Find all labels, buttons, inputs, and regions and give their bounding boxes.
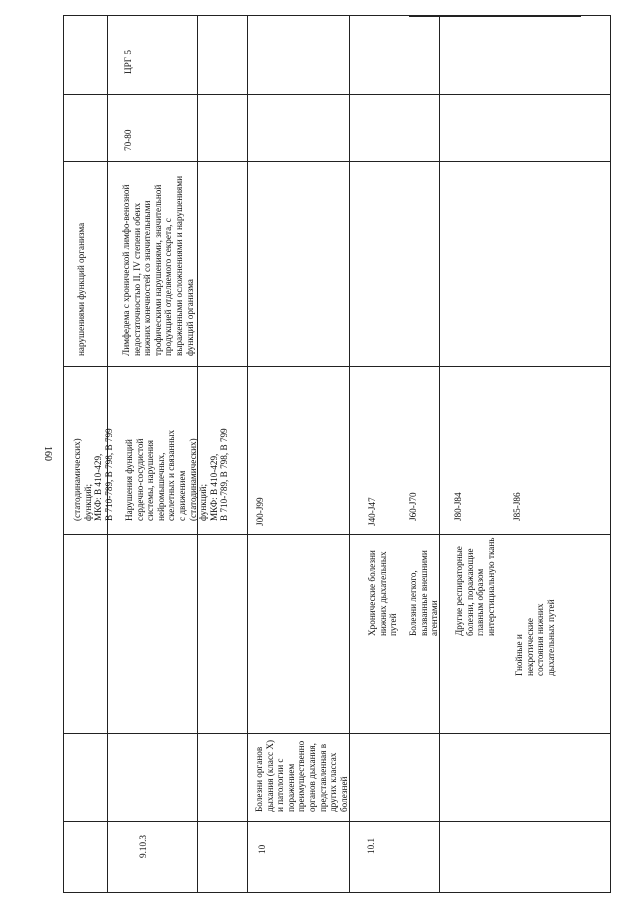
description-continuation: нарушениями функций организма <box>76 222 86 356</box>
row-code-10: 10 <box>257 844 267 854</box>
criteria-continuation: (статодинамических) функций; МКФ: В 410-429, В 710-789, В 798, В 799 <box>72 428 114 521</box>
row-code-10-1: 10.1 <box>366 837 376 854</box>
disease-class-name: Болезни органов дыхания (класс X) и патологии с поражением преимущественно органов дыхания, представленная в других классах болезней <box>254 739 349 812</box>
subgroup-icd: J85-J86 <box>512 492 522 521</box>
subgroup-icd: J80-J84 <box>453 492 463 521</box>
percent-cell: 70-80 <box>123 129 133 151</box>
row-divider <box>64 94 610 95</box>
icd-code: J00-J99 <box>255 497 265 526</box>
col-divider <box>247 16 248 892</box>
row-code-9-10-3: 9.10.3 <box>138 835 148 858</box>
row-divider <box>64 733 610 734</box>
criteria-cell: Нарушения функций сердечно-сосудистой системы, нарушения нейромышечных, скелетных и связанных с движением (статодинамических) функций; МКФ: В 410-429, В 710-789, В 798, В 799 <box>124 428 230 521</box>
col-divider <box>439 16 440 892</box>
subgroup-name: Хронические болезни нижних дыхательных путей <box>367 550 399 636</box>
page-number: 160 <box>42 446 53 461</box>
description-cell: Лимфедема с хронической лимфо-венозной недостаточностью II, IV степени обеих нижних конечностей со значительными трофическими нарушениями, значительной продукцией отделяемого секрета, с выраженными осложнениями и нарушениями функций организма <box>121 175 195 356</box>
subgroup-name: Другие респираторные болезни, поражающие главным образом интерстициальную ткань <box>454 537 496 636</box>
subgroup-icd: J40-J47 <box>367 497 377 526</box>
group-cell: ЦРГ 5 <box>123 50 133 74</box>
row-divider <box>64 161 610 162</box>
subgroup-name: Гнойные и некротические состояния нижних дыхательных путей <box>514 599 556 676</box>
disability-criteria-table <box>63 15 611 893</box>
row-divider <box>64 534 610 535</box>
subgroup-name: Болезни легкого, вызванные внешними агентами <box>408 550 440 636</box>
row-divider <box>64 366 610 367</box>
subrow-divider <box>409 16 581 17</box>
subgroup-icd: J60-J70 <box>408 492 418 521</box>
row-divider <box>64 821 610 822</box>
